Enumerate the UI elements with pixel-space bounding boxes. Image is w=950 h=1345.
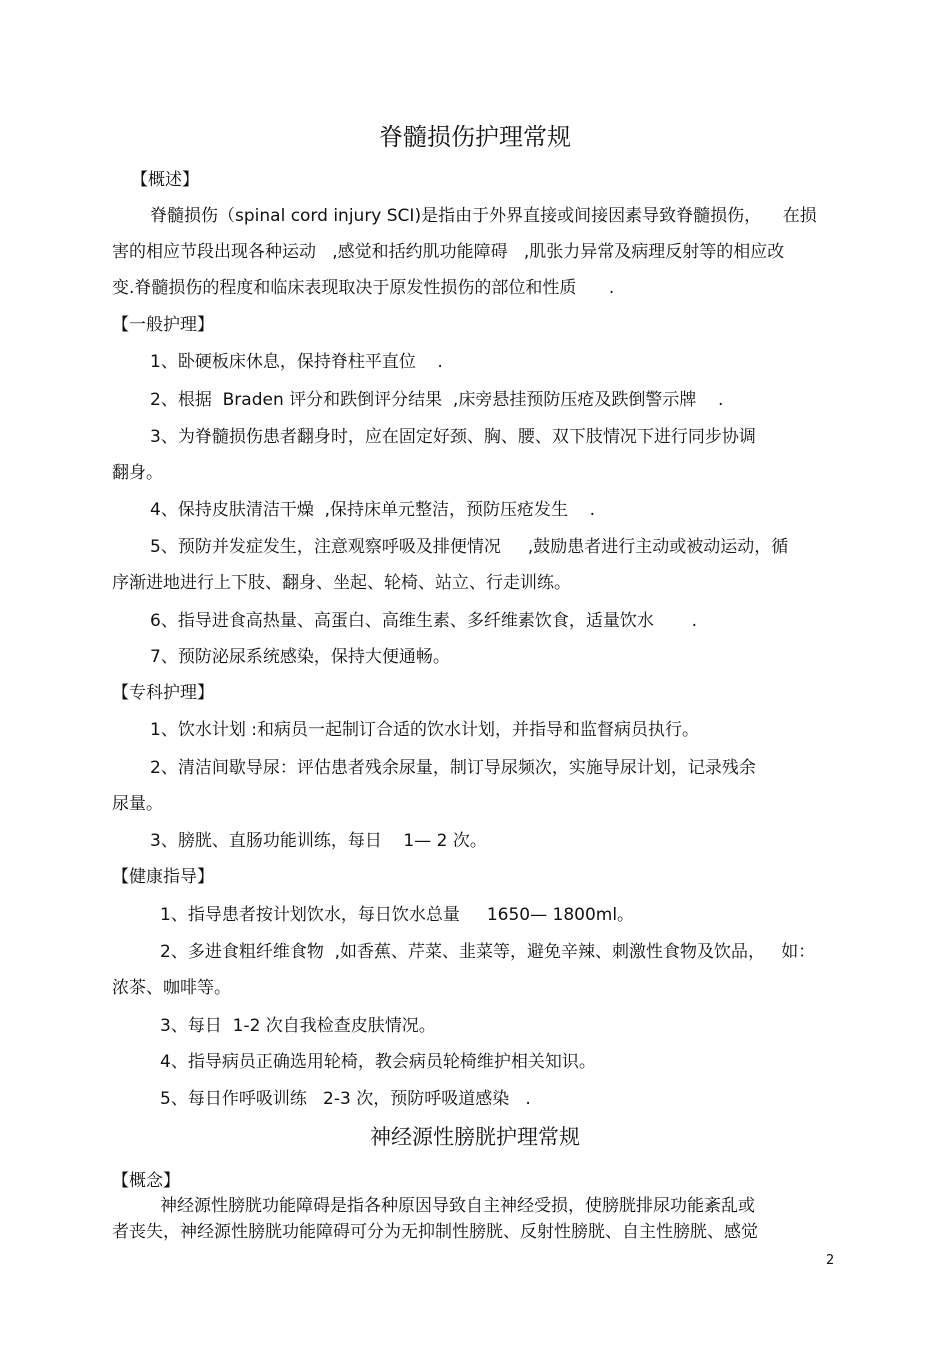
list-item: 1、卧硬板床休息，保持脊柱平直位 . <box>150 352 443 372</box>
list-item: 3、每日 1-2 次自我检查皮肤情况。 <box>160 1016 436 1036</box>
list-item: 6、指导进食高热量、高蛋白、高维生素、多纤维素饮食，适量饮水 . <box>150 611 698 631</box>
section-title-neurogenic-bladder: 神经源性膀胱护理常规 <box>370 1125 580 1149</box>
list-item: 4、指导病员正确选用轮椅，教会病员轮椅维护相关知识。 <box>160 1052 596 1072</box>
list-item: 5、每日作呼吸训练 2-3 次，预防呼吸道感染 . <box>160 1089 531 1109</box>
list-item: 2、清洁间歇导尿：评估患者残余尿量，制订导尿频次，实施导尿计划，记录残余 <box>150 758 756 778</box>
section-header-specialty-care: 【专科护理】 <box>112 683 214 703</box>
section-header-concept: 【概念】 <box>112 1171 180 1191</box>
paragraph-line: 者丧失，神经源性膀胱功能障碍可分为无抑制性膀胱、反射性膀胱、自主性膀胱、感觉 <box>112 1222 758 1242</box>
section-header-general-care: 【一般护理】 <box>112 315 214 335</box>
list-item-continuation: 序渐进地进行上下肢、翻身、坐起、轮椅、站立、行走训练。 <box>112 573 571 593</box>
page-number: 2 <box>826 1253 835 1268</box>
list-item: 3、膀胱、直肠功能训练，每日 1— 2 次。 <box>150 831 487 851</box>
list-item: 1、饮水计划 :和病员一起制订合适的饮水计划，并指导和监督病员执行。 <box>150 720 699 740</box>
list-item: 1、指导患者按计划饮水，每日饮水总量 1650— 1800ml。 <box>160 905 635 925</box>
paragraph-line: 神经源性膀胱功能障碍是指各种原因导致自主神经受损，使膀胱排尿功能紊乱或 <box>160 1196 755 1216</box>
list-item: 2、根据 Braden 评分和跌倒评分结果 ,床旁悬挂预防压疮及跌倒警示牌 . <box>150 390 724 410</box>
paragraph-line: 变.脊髓损伤的程度和临床表现取决于原发性损伤的部位和性质 . <box>112 278 615 298</box>
list-item: 4、保持皮肤清洁干燥 ,保持床单元整洁，预防压疮发生 . <box>150 500 596 520</box>
list-item-continuation: 尿量。 <box>112 794 163 814</box>
paragraph-line: 脊髓损伤（spinal cord injury SCI)是指由于外界直接或间接因素导致脊髓损伤， 在损 <box>150 206 817 226</box>
section-header-overview: 【概述】 <box>131 170 199 190</box>
paragraph-line: 害的相应节段出现各种运动 ,感觉和括约肌功能障碍 ,肌张力异常及病理反射等的相应改 <box>112 242 785 262</box>
list-item-continuation: 翻身。 <box>112 463 163 483</box>
list-item: 7、预防泌尿系统感染，保持大便通畅。 <box>150 647 450 667</box>
list-item: 5、预防并发症发生，注意观察呼吸及排便情况 ,鼓励患者进行主动或被动运动，循 <box>150 537 789 557</box>
list-item-continuation: 浓茶、咖啡等。 <box>112 978 231 998</box>
list-item: 3、为脊髓损伤患者翻身时，应在固定好颈、胸、腰、双下肢情况下进行同步协调 <box>150 427 756 447</box>
document-title: 脊髓损伤护理常规 <box>379 123 571 151</box>
section-header-health-guidance: 【健康指导】 <box>112 867 214 887</box>
list-item: 2、多进食粗纤维食物 ,如香蕉、芹菜、韭菜等，避免辛辣、刺激性食物及饮品， 如： <box>160 942 816 962</box>
